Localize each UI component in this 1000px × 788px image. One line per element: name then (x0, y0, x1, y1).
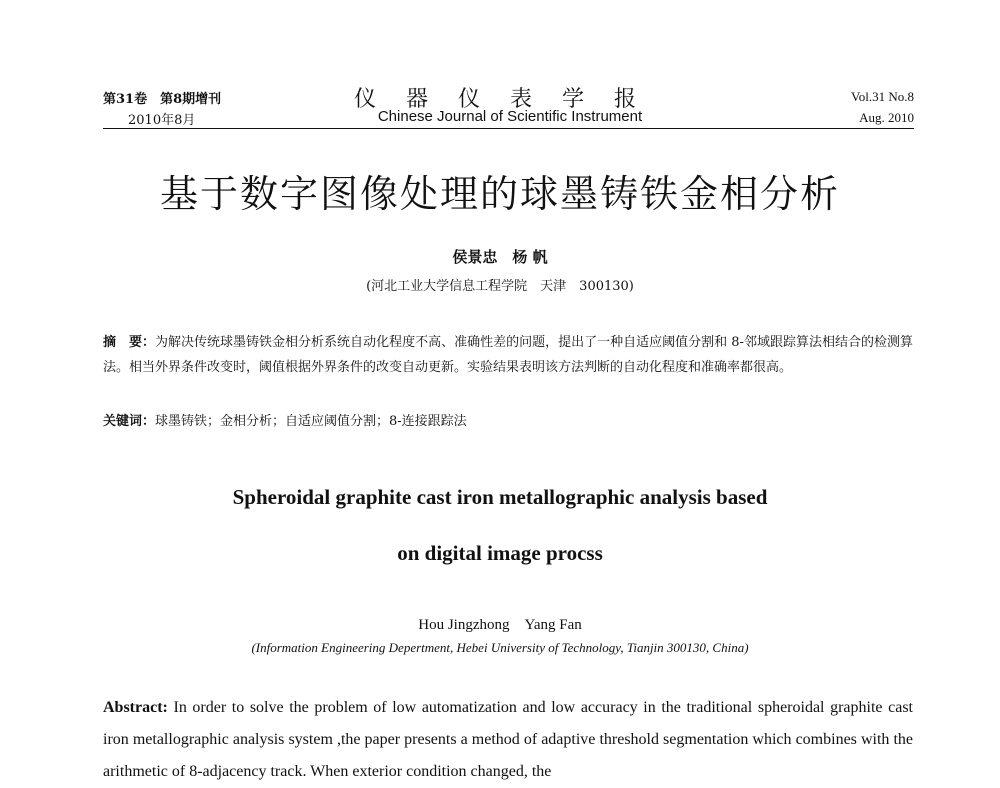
keywords-cn (103, 410, 913, 429)
journal-name-en: Chinese Journal of Scientific Instrument (377, 108, 643, 125)
publication-date-en: Aug. 2010 (859, 110, 914, 125)
title-cn: 基于数字图像处理的球墨铸铁金相分析 (159, 172, 840, 216)
keywords-cn-label: 关键词： (103, 414, 156, 429)
affiliation-en: (Information Engineering Depertment, Hebei University of Technology, Tianjin 300130, China) (251, 640, 749, 655)
abstract-en (103, 692, 913, 788)
abstract-en-text: In order to solve the problem of low automatization and low accuracy in the traditional spheroidal graphite cast iron metallographic analysis system ,the paper presents a method of adaptive threshold segmentation which combines with the arithmetic of 8-adjacency track. When exterior condition changed, the (103, 699, 913, 780)
abstract-cn (103, 330, 913, 380)
affiliation-cn: (河北工业大学信息工程学院 天津 300130) (366, 279, 634, 294)
abstract-cn-text: 为解决传统球墨铸铁金相分析系统自动化程度不高、准确性差的问题，提出了一种自适应阈值分割和 8-邻域跟踪算法相结合的检测算法。相当外界条件改变时，阈值根据外界条件的改变自动更新。实验结果表明该方法判断的自动化程度和准确率都很高。 (103, 335, 913, 375)
header-rule (103, 128, 914, 129)
volume-issue: 第31卷 第8期增刊 (103, 92, 222, 107)
journal-name-cn: 仪器仪表学报 (353, 87, 666, 112)
title-en-line2: on digital image procss (397, 541, 603, 565)
keywords-cn-text: 球墨铸铁；金相分析；自适应阈值分割；8-连接跟踪法 (155, 414, 467, 429)
volume-en: Vol.31 No.8 (851, 89, 914, 104)
publication-date-cn: 2010年8月 (128, 113, 196, 128)
abstract-cn-label: 摘 要： (103, 335, 156, 350)
authors-cn: 侯景忠 杨 帆 (452, 248, 548, 266)
authors-en: Hou Jingzhong Yang Fan (418, 617, 582, 633)
abstract-en-label: Abstract: (103, 699, 168, 716)
title-en-line1: Spheroidal graphite cast iron metallographic analysis based (232, 485, 768, 509)
